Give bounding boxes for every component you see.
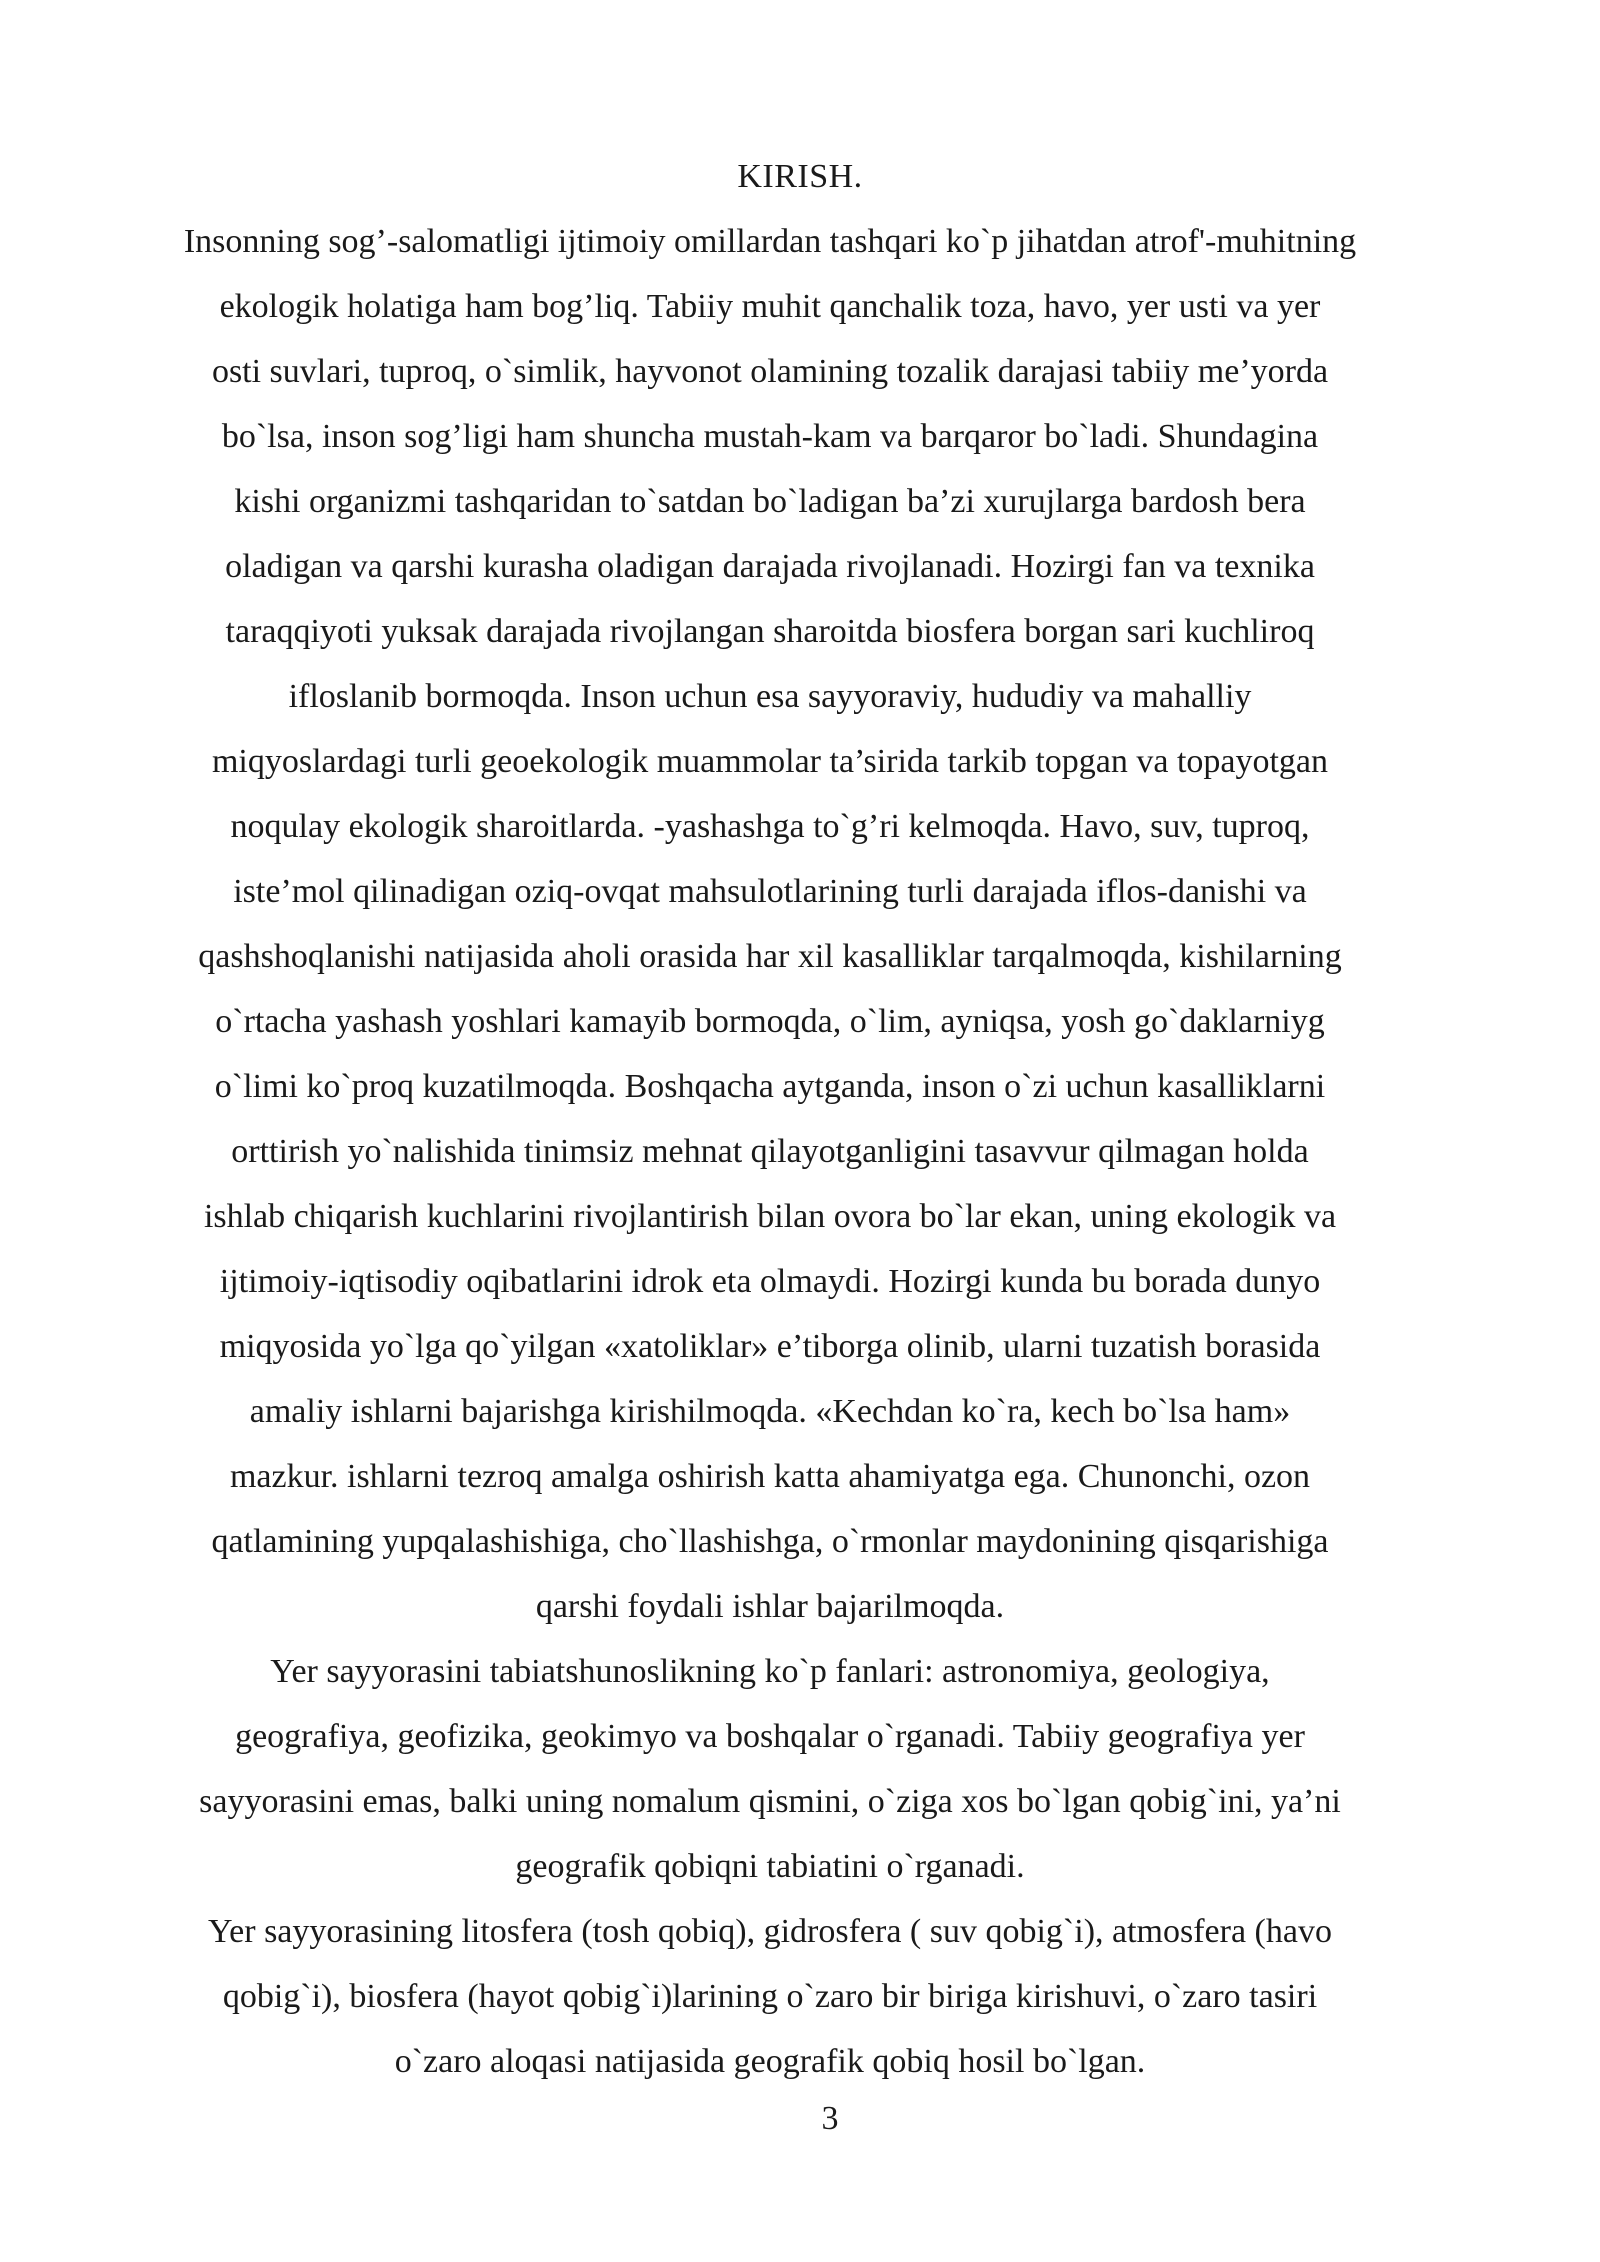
page-heading: KIRISH. bbox=[737, 158, 863, 195]
text-line: qarshi foydali ishlar bajarilmoqda. bbox=[535, 1588, 1005, 1625]
text-line: o`rtacha yashash yoshlari kamayib bormoqda, o`lim, ayniqsa, yosh go`daklarniyg bbox=[215, 1003, 1325, 1040]
text-line: ishlab chiqarish kuchlarini rivojlantirish bilan ovora bo`lar ekan, uning ekologik va bbox=[203, 1198, 1337, 1235]
text-line: miqyosida yo`lga qo`yilgan «xatoliklar» e’tiborga olinib, ularni tuzatish borasida bbox=[219, 1328, 1321, 1365]
text-line: o`limi ko`proq kuzatilmoqda. Boshqacha aytganda, inson o`zi uchun kasalliklarni bbox=[214, 1068, 1326, 1105]
text-line: Insonning sog’-salomatligi ijtimoiy omillardan tashqari ko`p jihatdan atrof'-muhitning bbox=[183, 223, 1357, 260]
text-line: geografik qobiqni tabiatini o`rganadi. bbox=[515, 1848, 1025, 1885]
text-line: osti suvlari, tuproq, o`simlik, hayvonot olamining tozalik darajasi tabiiy me’yorda bbox=[211, 353, 1329, 390]
text-line: geografiya, geofizika, geokimyo va boshqalar o`rganadi. Tabiiy geografiya yer bbox=[235, 1718, 1305, 1755]
text-line: ijtimoiy-iqtisodiy oqibatlarini idrok eta olmaydi. Hozirgi kunda bu borada dunyo bbox=[219, 1263, 1321, 1300]
text-line: qashshoqlanishi natijasida aholi orasida har xil kasalliklar tarqalmoqda, kishilarning bbox=[198, 938, 1342, 975]
text-line: mazkur. ishlarni tezroq amalga oshirish katta ahamiyatga ega. Chunonchi, ozon bbox=[229, 1458, 1311, 1495]
text-line: oladigan va qarshi kurasha oladigan darajada rivojlanadi. Hozirgi fan va texnika bbox=[225, 548, 1315, 585]
text-line: sayyorasini emas, balki uning nomalum qismini, o`ziga xos bo`lgan qobig`ini, ya’ni bbox=[199, 1783, 1341, 1820]
text-line: noqulay ekologik sharoitlarda. -yashashga to`g’ri kelmoqda. Havo, suv, tuproq, bbox=[230, 808, 1310, 845]
page-number: 3 bbox=[821, 2100, 839, 2137]
text-line: o`zaro aloqasi natijasida geografik qobiq hosil bo`lgan. bbox=[394, 2043, 1146, 2080]
text-line: qobig`i), biosfera (hayot qobig`i)larining o`zaro bir biriga kirishuvi, o`zaro tasiri bbox=[222, 1978, 1318, 2015]
text-line: orttirish yo`nalishida tinimsiz mehnat qilayotganligini tasavvur qilmagan holda bbox=[231, 1133, 1309, 1170]
text-line: ifloslanib bormoqda. Inson uchun esa sayyoraviy, hududiy va mahalliy bbox=[288, 678, 1252, 715]
text-line: taraqqiyoti yuksak darajada rivojlangan sharoitda biosfera borgan sari kuchliroq bbox=[225, 613, 1315, 650]
text-line: iste’mol qilinadigan oziq-ovqat mahsulotlarining turli darajada iflos-danishi va bbox=[233, 873, 1307, 910]
text-line: kishi organizmi tashqaridan to`satdan bo`ladigan ba’zi xurujlarga bardosh bera bbox=[234, 483, 1306, 520]
text-line: ekologik holatiga ham bog’liq. Tabiiy muhit qanchalik toza, havo, yer usti va yer bbox=[219, 288, 1321, 325]
text-line: amaliy ishlarni bajarishga kirishilmoqda. «Kechdan ko`ra, kech bo`lsa ham» bbox=[249, 1393, 1291, 1430]
text-line: Yer sayyorasining litosfera (tosh qobiq), gidrosfera ( suv qobig`i), atmosfera (havo bbox=[208, 1913, 1332, 1950]
text-line: Yer sayyorasini tabiatshunoslikning ko`p fanlari: astronomiya, geologiya, bbox=[270, 1653, 1270, 1690]
text-line: bo`lsa, inson sog’ligi ham shuncha mustah-kam va barqaror bo`ladi. Shundagina bbox=[221, 418, 1319, 455]
text-line: qatlamining yupqalashishiga, cho`llashishga, o`rmonlar maydonining qisqarishiga bbox=[211, 1523, 1329, 1560]
text-line: miqyoslardagi turli geoekologik muammolar ta’sirida tarkib topgan va topayotgan bbox=[211, 743, 1329, 780]
